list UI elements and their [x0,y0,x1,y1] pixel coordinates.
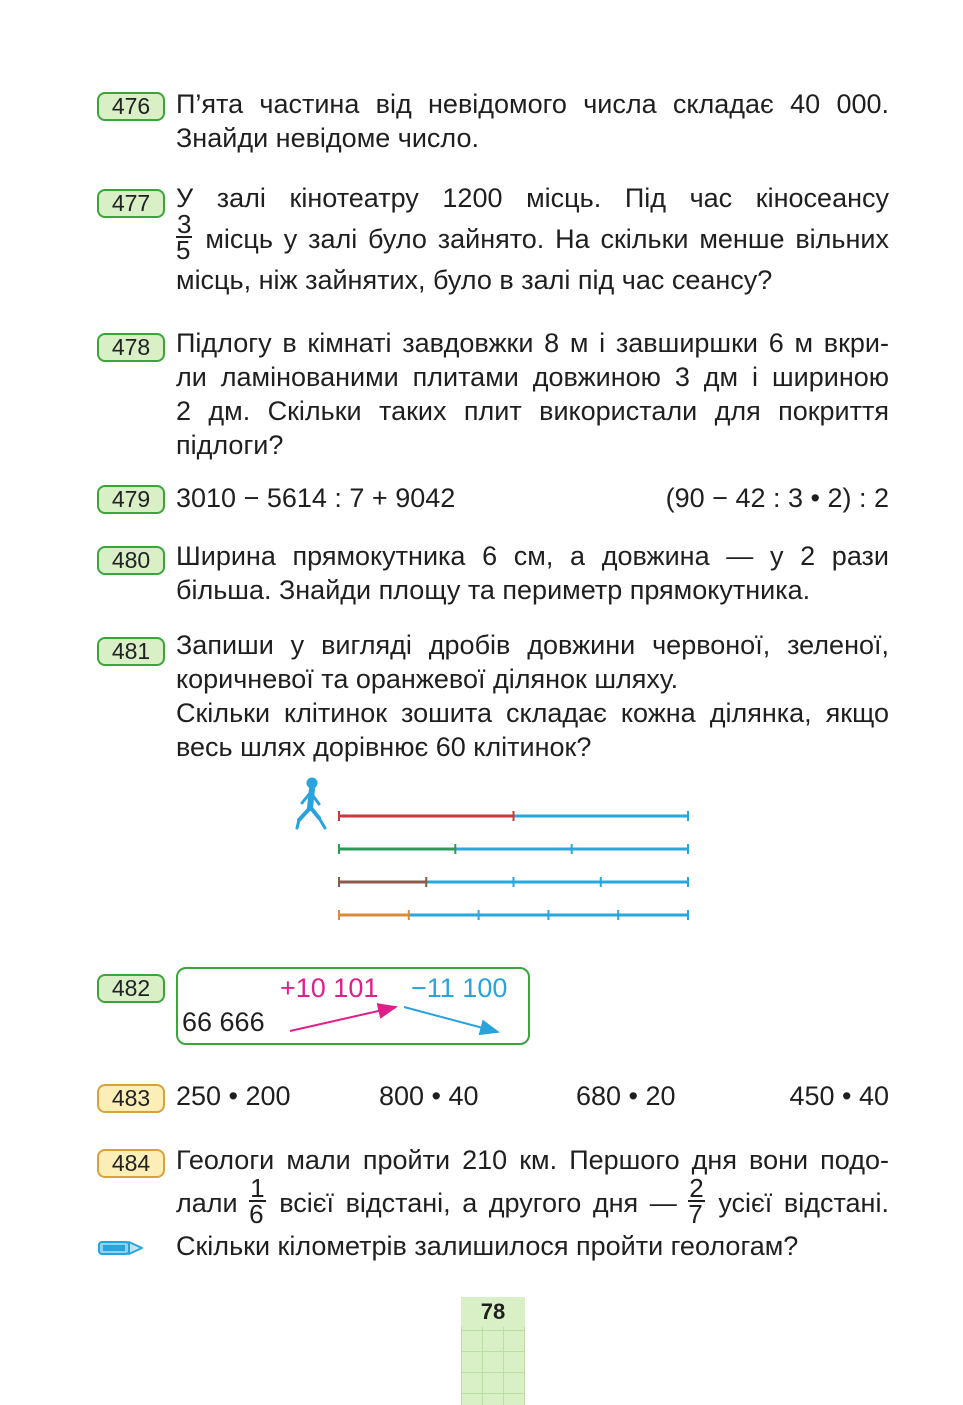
chain-arrows [280,995,520,1040]
page-number-box [461,1297,525,1405]
text-line: Ширина прямокутника 6 см, а довжина — у 2 рази [176,541,889,571]
text-line: підлоги? [176,430,284,460]
path-bar-3 [339,877,688,887]
start-number: 66 666 [182,1007,265,1037]
expression-479-a: 3010 − 5614 : 7 + 9042 [176,483,456,513]
path-bar-2 [339,844,688,854]
problem-481-text [176,628,889,764]
path-bar-1 [339,811,688,821]
problem-484-text [176,1143,889,1263]
text-line: Підлогу в кімнаті завдовжки 8 м і завширшки 6 м вкри- [176,328,889,358]
expression-483-3: 680 • 20 [576,1081,676,1111]
text-line: Запиши у вигляді дробів довжини червоної, зеленої, [176,630,889,660]
problem-number-484: 484 [97,1149,165,1178]
text-line: ли ламінованими плитами довжиною 3 дм і шириною [176,362,889,392]
expression-483-1: 250 • 200 [176,1081,291,1111]
problem-number-483: 483 [97,1084,165,1113]
text-line: весь шлях дорівнює 60 клітинок? [176,732,592,762]
problem-477-text [176,181,889,297]
arrow-minus [404,1007,498,1032]
fraction-2-7: $\frac{2}{7}$ [688,1172,704,1229]
fraction-1-6: $\frac{1}{6}$ [249,1172,265,1229]
problem-number-477: 477 [97,189,165,218]
problem-number-480: 480 [97,546,165,575]
problem-number-481: 481 [97,637,165,666]
pencil-icon [97,1238,145,1258]
text-line: лали $\frac{1}{6}$ всієї відстані, а другого дня — $\frac{2}{7}$ усієї відстані. [176,1172,889,1229]
expression-483-2: 800 • 40 [379,1081,479,1111]
problem-number-476: 476 [97,92,165,121]
problem-476-text [176,87,889,155]
text-line: більша. Знайди площу та периметр прямокутника. [176,575,811,605]
text-line: Знайди невідоме число. [176,123,479,153]
fraction-3-5: $\frac{3}{5}$ [176,208,192,265]
path-segments-diagram [285,770,705,935]
expression-479-b: (90 − 42 : 3 • 2) : 2 [665,483,889,513]
text-line: Скільки клітинок зошита складає кожна ділянка, якщо [176,698,889,728]
problem-number-479: 479 [97,485,165,514]
text-line: У залі кінотеатру 1200 місць. Під час кіносеансу [176,183,889,213]
text-line: Скільки кілометрів залишилося пройти геологам? [176,1231,799,1261]
arrow-plus [290,1007,396,1031]
op-minus-label: −11 100 [411,973,508,1003]
text-line: місць, ніж зайнятих, було в залі під час сеансу? [176,265,773,295]
text-line: Геологи мали пройти 210 км. Першого дня вони подо- [176,1145,889,1175]
text-line: коричневої та оранжевої ділянок шляху. [176,664,679,694]
expression-483-4: 450 • 40 [789,1081,889,1111]
text-line: П’ята частина від невідомого числа складає 40 000. [176,89,889,119]
problem-number-478: 478 [97,333,165,362]
text-line: $\frac{3}{5}$ місць у залі було зайнято. На скільки менше вільних [176,208,889,265]
walking-person-icon [297,778,325,828]
problem-478-text [176,326,889,462]
problem-480-text [176,539,889,607]
path-bar-4 [339,910,688,920]
problem-number-482: 482 [97,974,165,1003]
op-plus-label: +10 101 [280,973,379,1003]
page-number: 78 [461,1297,525,1327]
text-line: 2 дм. Скільки таких плит використали для покриття [176,396,889,426]
